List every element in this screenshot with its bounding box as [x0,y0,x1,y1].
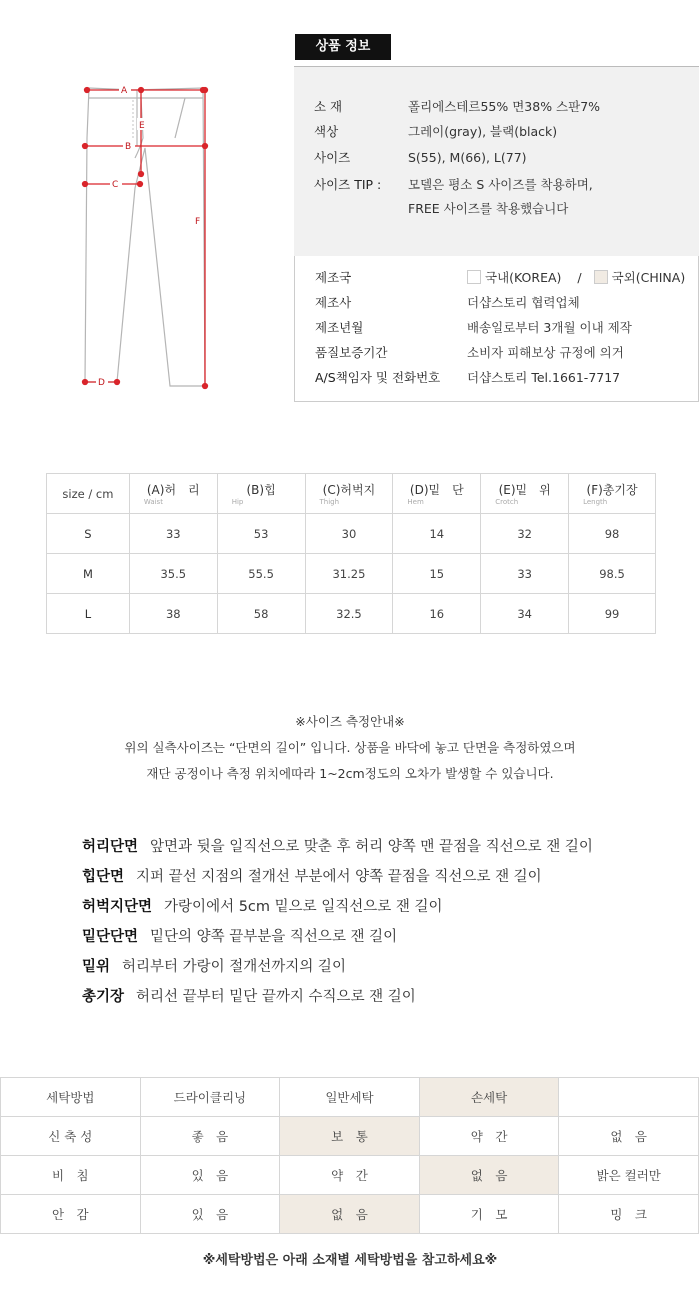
product-details-panel [294,66,699,256]
detail-size [314,150,694,166]
size-cell: 32 [481,514,569,554]
label-a: A [121,86,128,96]
wash-cell: 좋 음 [140,1117,280,1156]
definition-thigh: 허벅지단면 가랑이에서 5cm 밑으로 일직선으로 잰 길이 [82,899,443,915]
maker-value: 더샵스토리 협력업체 [467,295,580,310]
wash-cell: 비 침 [1,1156,141,1195]
wash-cell: 일반세탁 [280,1078,420,1117]
label-c: C [112,180,119,190]
manufacturer-panel [294,256,699,402]
pants-outline [85,88,205,386]
wash-cell: 드라이클리닝 [140,1078,280,1117]
size-cell: 31.25 [305,554,393,594]
origin-china-label: 국외(CHINA) [611,270,686,285]
size-cell: 98.5 [569,554,656,594]
size-cell: 16 [393,594,481,634]
size-cell: 98 [569,514,656,554]
wash-cell: 없 음 [559,1117,699,1156]
size-cell: 33 [129,514,217,554]
wash-cell: 세탁방법 [1,1078,141,1117]
size-label: S [47,514,130,554]
guide-line-1: 위의 실측사이즈는 “단면의 길이” 입니다. 상품을 바닥에 놓고 단면을 측정하였으며 [124,740,576,755]
size-table [46,473,656,634]
size-row-l [47,594,656,634]
detail-color [314,124,694,140]
size-cell: 38 [129,594,217,634]
wash-cell: 약 간 [280,1156,420,1195]
origin-korea-label: 국내(KOREA) [485,270,562,285]
size-row-m [47,554,656,594]
wash-row-method [1,1078,699,1117]
size-cell: 15 [393,554,481,594]
definition-hip: 힙단면 지퍼 끝선 지점의 절개선 부분에서 양쪽 끝점을 직선으로 잰 길이 [82,869,542,885]
detail-value: 그레이(gray), 블랙(black) [408,124,558,139]
size-cell: 55.5 [217,554,305,594]
maker-row [315,320,695,336]
maker-value: 배송일로부터 3개월 이내 제작 [467,320,632,335]
size-table-corner: size / cm [47,474,130,514]
wash-row-sheerness [1,1156,699,1195]
label-e: E [139,121,145,131]
maker-row [315,345,695,361]
wash-cell [559,1078,699,1117]
column-thigh: (C)허벅지 Thigh [305,474,393,514]
origin-separator: / [577,270,582,285]
maker-value: 소비자 피해보상 규정에 의거 [467,345,624,360]
maker-label: 제조년월 [315,320,364,335]
maker-row [315,295,695,311]
size-cell: 34 [481,594,569,634]
wash-table [0,1077,699,1234]
column-length: (F)총기장 Length [569,474,656,514]
origin-label: 제조국 [315,270,352,285]
wash-note: ※세탁방법은 아래 소재별 세탁방법을 참고하세요※ [202,1253,498,1268]
size-cell: 35.5 [129,554,217,594]
size-cell: 53 [217,514,305,554]
detail-value: 모델은 평소 S 사이즈를 착용하며, [408,177,593,192]
detail-value-2: FREE 사이즈를 착용했습니다 [408,201,569,216]
size-cell: 32.5 [305,594,393,634]
size-cell: 14 [393,514,481,554]
origin-row [315,270,695,286]
pants-size-diagram [75,78,215,398]
wash-cell: 밝은 컬러만 [559,1156,699,1195]
label-d: D [98,378,105,388]
definition-crotch: 밑위 허리부터 가랑이 절개선까지의 길이 [82,959,346,975]
wash-cell: 밍 크 [559,1195,699,1234]
detail-label: 소 재 [314,99,343,114]
size-cell: 99 [569,594,656,634]
size-cell: 33 [481,554,569,594]
wash-cell: 기 모 [419,1195,559,1234]
size-label: L [47,594,130,634]
size-table-header [47,474,656,514]
detail-material [314,99,694,115]
column-crotch: (E)밑 위 Crotch [481,474,569,514]
wash-row-stretch [1,1117,699,1156]
label-f: F [195,217,201,227]
wash-cell-selected: 없 음 [419,1156,559,1195]
size-row-s [47,514,656,554]
guide-line-2: 재단 공정이나 측정 위치에따라 1~2cm정도의 오차가 발생할 수 있습니다. [146,766,554,781]
definition-length: 총기장 허리선 끝부터 밑단 끝까지 수직으로 잰 길이 [82,989,416,1005]
label-b: B [125,142,132,152]
maker-row [315,370,695,386]
wash-cell: 안 감 [1,1195,141,1234]
column-hem: (D)밑 단 Hem [393,474,481,514]
wash-cell: 있 음 [140,1156,280,1195]
size-cell: 58 [217,594,305,634]
maker-label: 제조사 [315,295,352,310]
guide-title: ※사이즈 측정안내※ [295,714,405,729]
product-info-title: 상품 정보 [295,34,391,60]
origin-china-checkbox[interactable] [594,270,608,284]
definition-waist: 허리단면 앞면과 뒷을 일직선으로 맞춘 후 허리 양쪽 맨 끝점을 직선으로 잰 길이 [82,839,593,855]
origin-korea-checkbox[interactable] [467,270,481,284]
detail-value: S(55), M(66), L(77) [408,150,527,165]
size-label: M [47,554,130,594]
wash-cell: 있 음 [140,1195,280,1234]
detail-label: 사이즈 TIP : [314,177,382,192]
wash-cell: 약 간 [419,1117,559,1156]
size-cell: 30 [305,514,393,554]
wash-cell-selected: 없 음 [280,1195,420,1234]
wash-row-lining [1,1195,699,1234]
detail-size-tip [314,177,694,217]
maker-label: 품질보증기간 [315,345,388,360]
wash-cell-selected: 손세탁 [419,1078,559,1117]
wash-cell: 신 축 성 [1,1117,141,1156]
column-hip: (B)힙 Hip [217,474,305,514]
column-waist: (A)허 리 Waist [129,474,217,514]
maker-label: A/S책임자 및 전화번호 [315,370,441,385]
wash-cell-selected: 보 통 [280,1117,420,1156]
detail-label: 색상 [314,124,339,139]
detail-label: 사이즈 [314,150,351,165]
maker-value: 더샵스토리 Tel.1661-7717 [467,370,621,385]
detail-value: 폴리에스테르55% 면38% 스판7% [408,99,601,114]
definition-hem: 밑단단면 밑단의 양쪽 끝부분을 직선으로 잰 길이 [82,929,398,945]
